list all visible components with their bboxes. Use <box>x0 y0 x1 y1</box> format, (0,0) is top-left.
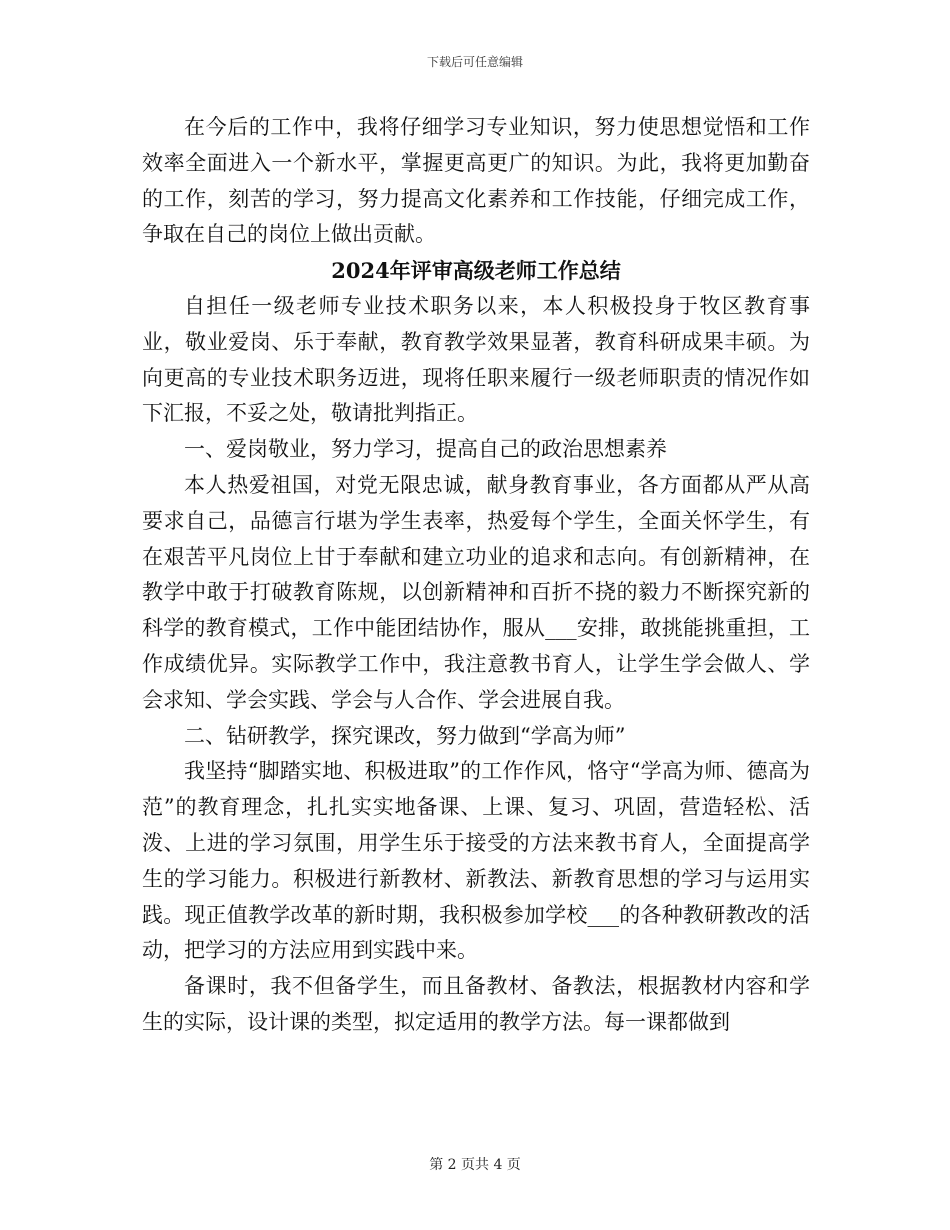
section-heading-1: 一、爱岗敬业，努力学习，提高自己的政治思想素养 <box>184 437 667 462</box>
page-header: 下载后可任意编辑 <box>426 55 523 69</box>
document-body <box>142 110 810 1041</box>
paragraph-opening: 自担任一级老师专业技术职务以来，本人积极投身于牧区教育事业，敬业爱岗、乐于奉献，教育教学效果显著，教育科研成果丰硕。为向更高的专业技术职务迈进，现将任职来履行一级老师职责的情况作如下汇报，不妥之处，敬请批判指正。 <box>142 293 810 426</box>
intro-paragraph: 在今后的工作中，我将仔细学习专业知识，努力使思想觉悟和工作效率全面进入一个新水平，掌握更高更广的知识。为此，我将更加勤奋的工作，刻苦的学习，努力提高文化素养和工作技能，仔细完成工作，争取在自己的岗位上做出贡献。 <box>142 115 810 247</box>
paragraph-section-2: 我坚持“脚踏实地、积极进取”的工作作风，恪守“学高为师、德高为范”的教育理念，扎扎实实地备课、上课、复习、巩固，营造轻松、活泼、上进的学习氛围，用学生乐于接受的方法来教书育人，全面提高学生的学习能力。积极进行新教材、新教法、新教育思想的学习与运用实践。现正值教学改革的新时期，我积极参加学校___的各种教研教改的活动，把学习的方法应用到实践中来。 <box>142 759 810 963</box>
page-number: 第 2 页共 4 页 <box>429 1157 521 1173</box>
section-heading-2: 二、钻研教学，探究课改，努力做到“学高为师” <box>184 723 626 748</box>
document-title: 2024年评审高级老师工作总结 <box>331 258 621 284</box>
paragraph-section-1: 本人热爱祖国，对党无限忠诚，献身教育事业，各方面都从严从高要求自己，品德言行堪为学生表率，热爱每个学生，全面关怀学生，有在艰苦平凡岗位上甘于奉献和建立功业的追求和志向。有创新精神，在教学中敢于打破教育陈规，以创新精神和百折不挠的毅力不断探究新的科学的教育模式，工作中能团结协作，服从___安排，敢挑能挑重担，工作成绩优异。实际教学工作中，我注意教书育人，让学生学会做人、学会求知、学会实践、学会与人合作、学会进展自我。 <box>142 472 810 712</box>
paragraph-lesson-prep: 备课时，我不但备学生，而且备教材、备教法，根据教材内容和学生的实际，设计课的类型，拟定适用的教学方法。每一课都做到 <box>142 974 810 1034</box>
